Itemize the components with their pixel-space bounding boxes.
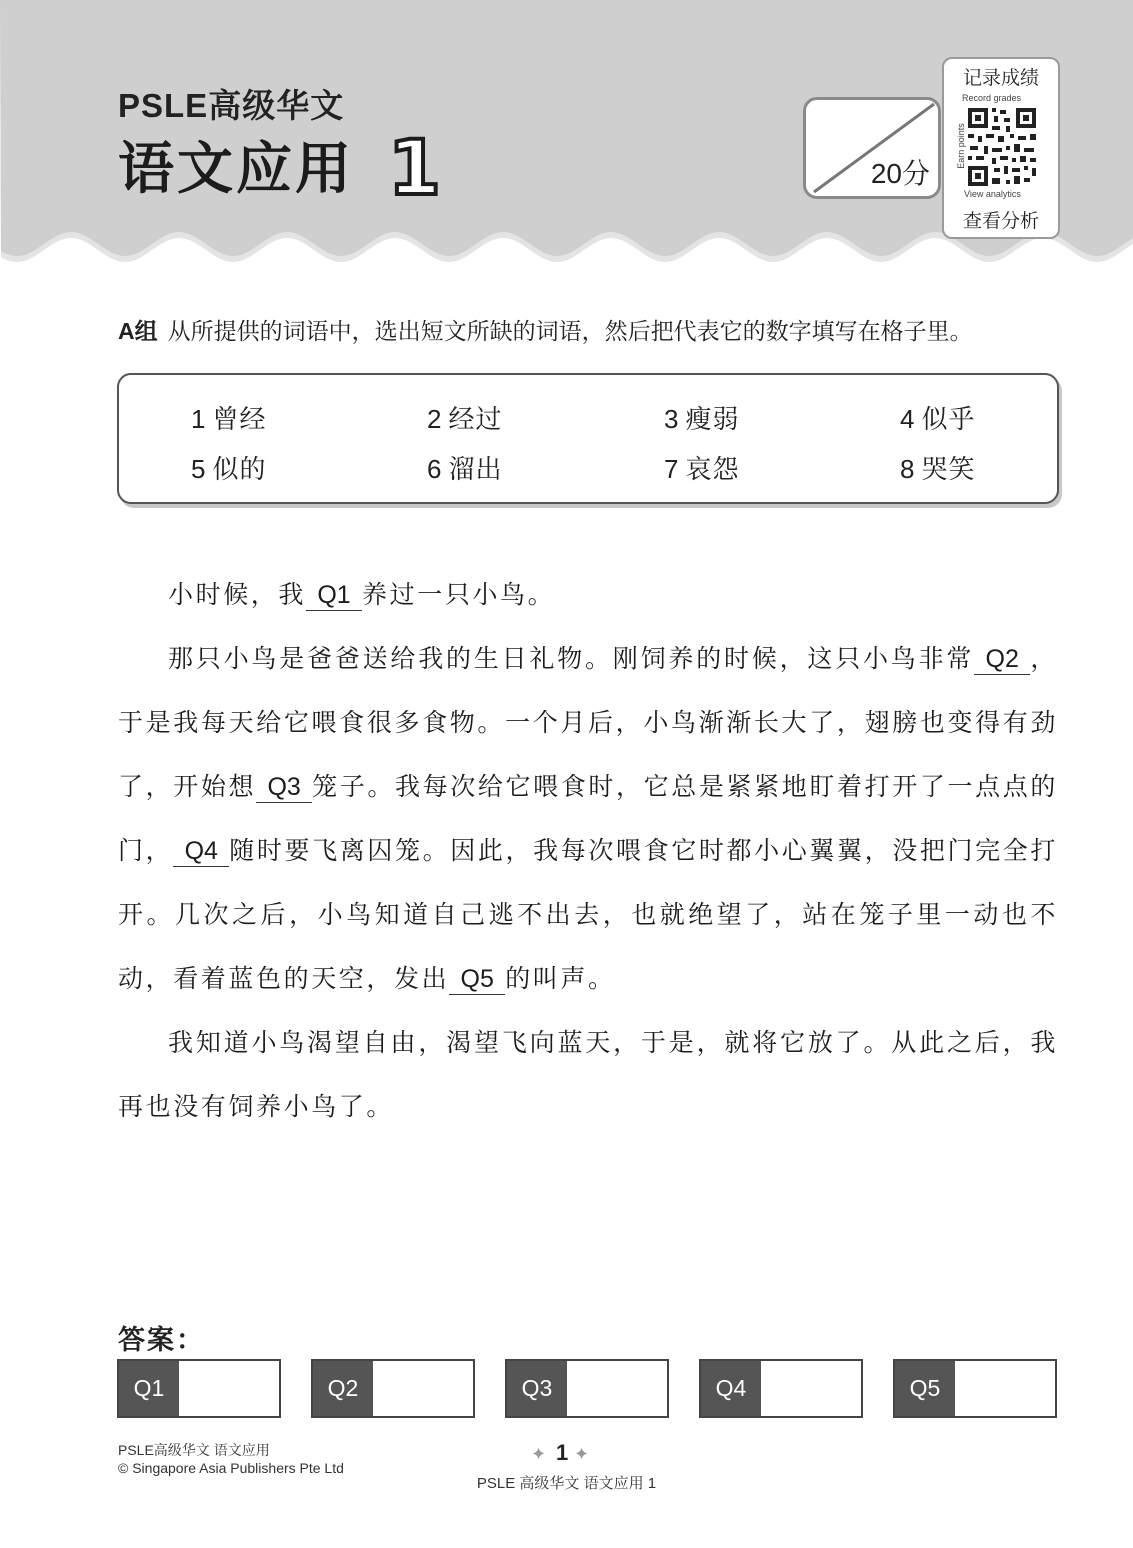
- blank-q4: Q4: [173, 836, 229, 867]
- word-option: 1 曾经: [191, 404, 267, 435]
- qr-view-analytics-text: View analytics: [964, 189, 1021, 199]
- answer-tag: Q5: [895, 1361, 955, 1416]
- word-option: 2 经过: [427, 404, 503, 435]
- star-decoration-icon: ✦: [574, 1444, 590, 1465]
- answer-tag: Q3: [507, 1361, 567, 1416]
- exercise-number: 1: [388, 123, 441, 212]
- qr-analysis-label: 查看分析: [962, 210, 1039, 232]
- blank-q2: Q2: [974, 644, 1030, 675]
- footer-book-title: PSLE高级华文 语文应用: [118, 1442, 270, 1458]
- answer-box-q4[interactable]: [699, 1359, 863, 1418]
- passage: [118, 563, 1058, 1139]
- word-option: 4 似乎: [900, 404, 976, 435]
- paragraph-1: 小时候，我 Q1 养过一只小鸟。: [168, 580, 556, 609]
- section-label: A组: [118, 318, 158, 344]
- blank-q1: Q1: [306, 580, 362, 611]
- paragraph-3: 我知道小鸟渴望自由，渴望飞向蓝天，于是，就将它放了。从此之后，我再也没有饲养小鸟了。: [118, 1028, 1058, 1121]
- answer-box-q5[interactable]: [893, 1359, 1057, 1418]
- word-option: 8 哭笑: [900, 454, 976, 485]
- score-box: [803, 97, 941, 199]
- word-bank: [117, 373, 1059, 504]
- word-option: 3 瘦弱: [664, 404, 740, 435]
- series-title: PSLE高级华文: [118, 87, 345, 124]
- answer-tag: Q2: [313, 1361, 373, 1416]
- qr-card[interactable]: [942, 57, 1060, 239]
- answer-box-q3[interactable]: [505, 1359, 669, 1418]
- answer-box-q1[interactable]: [117, 1359, 281, 1418]
- score-total: 20分: [870, 158, 930, 189]
- exercise-title: 语文应用: [118, 137, 354, 202]
- blank-q5: Q5: [449, 964, 505, 995]
- paragraph-2: 那只小鸟是爸爸送给我的生日礼物。刚饲养的时候，这只小鸟非常 Q2 ，于是我每天给它喂食很多食物。一个月后，小鸟渐渐长大了，翅膀也变得有劲了，开始想 Q3 笼子。我每次给它喂食时，它总是紧紧地盯着打开了一点点的门， Q4 随时要飞离囚笼。因此，我每次喂食它时都小心翼翼，没把门完全打开。几次之后，小鸟知道自己逃不出去，也就绝望了，站在笼子里一动也不动，看着蓝色的天空，发出 Q5 的叫声。: [118, 644, 1058, 993]
- footer-page-label: PSLE 高级华文 语文应用 1: [476, 1475, 657, 1492]
- instruction-text: 从所提供的词语中，选出短文所缺的词语，然后把代表它的数字填写在格子里。: [167, 319, 973, 345]
- word-option: 5 似的: [191, 454, 267, 485]
- answer-box-q2[interactable]: [311, 1359, 475, 1418]
- blank-q3: Q3: [256, 772, 312, 803]
- word-option: 7 哀怨: [664, 454, 740, 485]
- qr-record-grades-text: Record grades: [962, 93, 1022, 103]
- answer-tag: Q1: [119, 1361, 179, 1416]
- qr-code-icon[interactable]: [966, 106, 1038, 188]
- page-number: 1: [556, 1440, 569, 1465]
- instruction: [118, 313, 973, 346]
- qr-earn-points-text: Earn points: [955, 123, 966, 169]
- star-decoration-icon: ✦: [531, 1444, 547, 1465]
- answer-tag: Q4: [701, 1361, 761, 1416]
- footer-copyright: © Singapore Asia Publishers Pte Ltd: [118, 1460, 344, 1476]
- qr-record-label: 记录成绩: [962, 67, 1039, 89]
- answer-heading: 答案：: [118, 1325, 205, 1356]
- word-option: 6 溜出: [427, 454, 503, 485]
